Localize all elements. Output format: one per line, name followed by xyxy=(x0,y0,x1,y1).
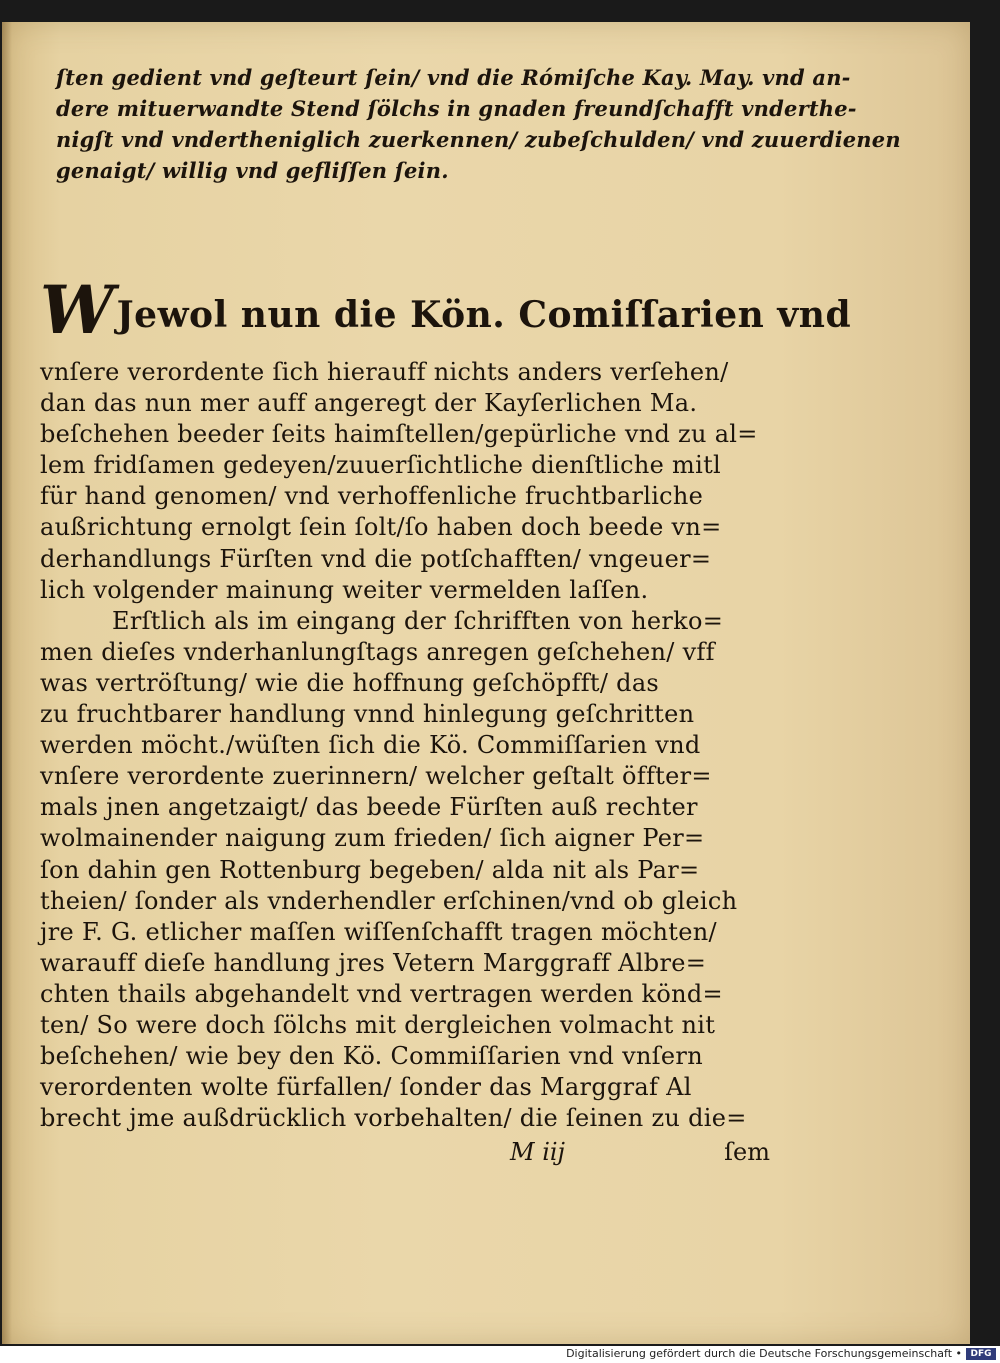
first-line-text: Jewol nun die Kön. Comiſſarien vnd xyxy=(116,294,852,336)
footer-bar xyxy=(0,1346,1000,1363)
text-line: werden möcht./wüſten ſich die Kö. Commiſſarien vnd xyxy=(40,731,701,760)
signature-row xyxy=(40,1138,770,1170)
text-line: dere mituerwandte Stend ſölchs in gnaden freundſchafft vnderthe- xyxy=(56,96,857,121)
text-line: genaigt/ willig vnd gefliſſen ſein. xyxy=(56,158,449,183)
text-line: derhandlungs Fürſten vnd die potſchafften/ vngeuer= xyxy=(40,544,712,573)
text-line: außrichtung ernolgt ſein ſolt/ſo haben doch beede vn= xyxy=(40,513,722,542)
catchword: ſem xyxy=(724,1138,770,1166)
initial-letter: W xyxy=(40,271,115,349)
text-line: Erſtlich als im eingang der ſchrifften von herko= xyxy=(112,606,724,635)
text-line: men dieſes vnderhanlungſtags anregen geſchehen/ vff xyxy=(40,637,715,666)
text-line: jre F. G. etlicher maſſen wiſſenſchafft tragen möchten/ xyxy=(40,917,717,946)
text-line: warauff dieſe handlung jres Vetern Marggraff Albre= xyxy=(40,948,707,977)
footer-credit: Digitalisierung gefördert durch die Deutsche Forschungsgemeinschaft • xyxy=(566,1347,962,1360)
text-line: chten thails abgehandelt vnd vertragen werden könd= xyxy=(40,979,723,1008)
text-line: ſon dahin gen Rottenburg begeben/ alda nit als Par= xyxy=(40,855,700,884)
text-line: vnſere verordente zuerinnern/ welcher geſtalt öffter= xyxy=(40,762,712,791)
text-line: was vertröſtung/ wie die hoffnung geſchöpfft/ das xyxy=(40,668,660,697)
first-line xyxy=(40,268,852,357)
text-line: beſchehen beeder ſeits haimſtellen/gepürliche vnd zu al= xyxy=(40,420,758,449)
top-paragraph xyxy=(56,62,901,186)
text-line: ten/ So were doch ſölchs mit dergleichen volmacht nit xyxy=(40,1010,716,1039)
text-line: zu fruchtbarer handlung vnnd hinlegung geſchritten xyxy=(40,700,695,729)
text-line: beſchehen/ wie bey den Kö. Commiſſarien vnd vnſern xyxy=(40,1042,703,1071)
signature-mark: M iij xyxy=(510,1138,565,1166)
text-line: nigſt vnd vndertheniglich zuerkennen/ zubeſchulden/ vnd zuuerdienen xyxy=(56,127,901,152)
text-line: lem fridſamen gedeyen/zuuerſichtliche dienſtliche mitl xyxy=(40,451,722,480)
text-line: brecht jme außdrücklich vorbehalten/ die ſeinen zu die= xyxy=(40,1104,747,1133)
text-line: verordenten wolte fürfallen/ ſonder das Marggraf Al xyxy=(40,1073,692,1102)
text-line: vnſere verordente ſich hierauff nichts anders verſehen/ xyxy=(40,358,729,386)
dfg-logo: DFG xyxy=(966,1348,996,1360)
text-line: für hand genomen/ vnd verhoffenliche fruchtbarliche xyxy=(40,482,704,511)
text-line: wolmainender naigung zum frieden/ ſich aigner Per= xyxy=(40,824,705,853)
text-line: dan das nun mer auff angeregt der Kayſerlichen Ma. xyxy=(40,389,698,418)
text-line: ſten gedient vnd geſteurt ſein/ vnd die Rómiſche Kay. May. vnd an- xyxy=(56,65,851,90)
text-line: mals jnen angetzaigt/ das beede Fürſten auß rechter xyxy=(40,793,698,822)
text-line: theien/ ſonder als vnderhendler erſchinen/vnd ob gleich xyxy=(40,886,738,915)
main-text xyxy=(40,268,852,1134)
text-line: lich volgender mainung weiter vermelden laſſen. xyxy=(40,575,649,604)
